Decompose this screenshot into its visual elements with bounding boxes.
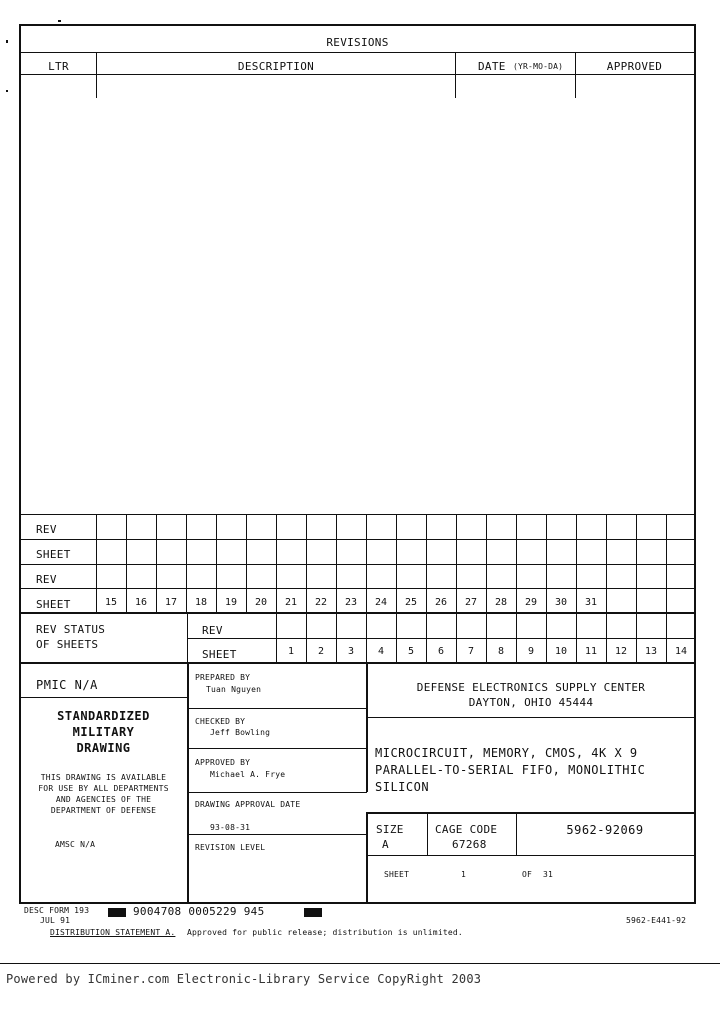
sheet-num: 2 xyxy=(317,646,325,657)
sheet-num: 12 xyxy=(614,646,628,657)
sheet-num: 15 xyxy=(104,597,118,608)
drawing-number: 5962-92069 xyxy=(566,823,644,837)
document-ref: 5962-E441-92 xyxy=(626,916,687,925)
sheet-num: 22 xyxy=(314,597,328,608)
scan-speck xyxy=(6,90,8,92)
smd-line1: STANDARDIZED xyxy=(57,709,150,723)
form-date: JUL 91 xyxy=(40,916,71,925)
smd-line2: MILITARY xyxy=(72,725,135,739)
sheet-num: 26 xyxy=(434,597,448,608)
approval-date-label: DRAWING APPROVAL DATE xyxy=(195,800,301,809)
sheet-num: 19 xyxy=(224,597,238,608)
sheet-num: 7 xyxy=(467,646,475,657)
sheet-num: 4 xyxy=(377,646,385,657)
approved-name: Michael A. Frye xyxy=(210,770,286,779)
sheet-num: 10 xyxy=(554,646,568,657)
rev-status-line2: OF SHEETS xyxy=(36,638,99,651)
sheet-num: 13 xyxy=(644,646,658,657)
rev-label-3: REV xyxy=(202,624,223,637)
sheet-num: 14 xyxy=(674,646,688,657)
sheet-label-1: SHEET xyxy=(36,548,71,561)
sheet-num: 24 xyxy=(374,597,388,608)
distribution-label: DISTRIBUTION STATEMENT A. xyxy=(50,928,176,937)
revisions-title: REVISIONS xyxy=(326,36,389,49)
agency-line2: DAYTON, OHIO 45444 xyxy=(468,696,594,709)
barcode-right-block xyxy=(304,908,322,917)
agency-line1: DEFENSE ELECTRONICS SUPPLY CENTER xyxy=(416,681,646,694)
sheet-value: 1 xyxy=(461,870,467,879)
title-line3: SILICON xyxy=(375,780,430,794)
sheet-label-2: SHEET xyxy=(36,598,71,611)
sheet-num: 31 xyxy=(584,597,598,608)
approved-label: APPROVED BY xyxy=(195,758,251,767)
col-date-format: (YR-MO-DA) xyxy=(513,62,564,71)
of-value: 31 xyxy=(543,870,554,879)
smd-line3: DRAWING xyxy=(76,741,131,755)
sheet-num: 6 xyxy=(437,646,445,657)
prepared-label: PREPARED BY xyxy=(195,673,251,682)
title-line2: PARALLEL-TO-SERIAL FIFO, MONOLITHIC xyxy=(375,763,646,777)
rev-status-line1: REV STATUS xyxy=(36,623,106,636)
sheet-num: 17 xyxy=(164,597,178,608)
size-value: A xyxy=(382,838,389,851)
sheet-num: 1 xyxy=(287,646,295,657)
sheet-num: 11 xyxy=(584,646,598,657)
sheet-num: 28 xyxy=(494,597,508,608)
rev-label-1: REV xyxy=(36,523,57,536)
barcode-left-block xyxy=(108,908,126,917)
sheet-num: 18 xyxy=(194,597,208,608)
smd-avail3: AND AGENCIES OF THE xyxy=(55,795,152,804)
smd-avail1: THIS DRAWING IS AVAILABLE xyxy=(40,773,167,782)
scan-speck xyxy=(6,40,8,43)
sheet-num: 8 xyxy=(497,646,505,657)
approval-date-value: 93-08-31 xyxy=(210,823,251,832)
of-label: OF xyxy=(522,870,533,879)
sheet-num: 16 xyxy=(134,597,148,608)
checked-label: CHECKED BY xyxy=(195,717,246,726)
sheet-label-footer: SHEET xyxy=(384,870,410,879)
sheet-num: 27 xyxy=(464,597,478,608)
sheet-num: 30 xyxy=(554,597,568,608)
sheet-num: 5 xyxy=(407,646,415,657)
cage-code-label: CAGE CODE xyxy=(435,823,498,836)
form-number: DESC FORM 193 xyxy=(24,906,90,915)
smd-avail2: FOR USE BY ALL DEPARTMENTS xyxy=(38,784,169,793)
smd-avail4: DEPARTMENT OF DEFENSE xyxy=(50,806,157,815)
title-line1: MICROCIRCUIT, MEMORY, CMOS, 4K X 9 xyxy=(375,746,638,760)
sheet-num: 25 xyxy=(404,597,418,608)
cage-code-value: 67268 xyxy=(452,838,487,851)
barcode-text: 9004708 0005229 945 xyxy=(133,905,265,918)
pmic-label: PMIC N/A xyxy=(36,678,98,692)
sheet-num: 29 xyxy=(524,597,538,608)
sheet-num: 21 xyxy=(284,597,298,608)
checked-name: Jeff Bowling xyxy=(210,728,271,737)
prepared-name: Tuan Nguyen xyxy=(206,685,262,694)
size-label: SIZE xyxy=(376,823,404,836)
sheet-num: 23 xyxy=(344,597,358,608)
scan-speck xyxy=(58,20,61,22)
sheet-label-3: SHEET xyxy=(202,648,237,661)
col-ltr: LTR xyxy=(48,60,69,73)
distribution-text: Approved for public release; distribution is unlimited. xyxy=(187,928,463,937)
sheet-num: 20 xyxy=(254,597,268,608)
sheet-num: 9 xyxy=(527,646,535,657)
rev-label-2: REV xyxy=(36,573,57,586)
col-approved: APPROVED xyxy=(606,60,663,73)
amsc-label: AMSC N/A xyxy=(55,840,96,849)
revision-level-label: REVISION LEVEL xyxy=(195,843,266,852)
col-description: DESCRIPTION xyxy=(237,60,315,73)
col-date: DATE xyxy=(478,60,506,73)
powered-by: Powered by ICminer.com Electronic-Library Service CopyRight 2003 xyxy=(6,972,482,986)
sheet-num: 3 xyxy=(347,646,355,657)
